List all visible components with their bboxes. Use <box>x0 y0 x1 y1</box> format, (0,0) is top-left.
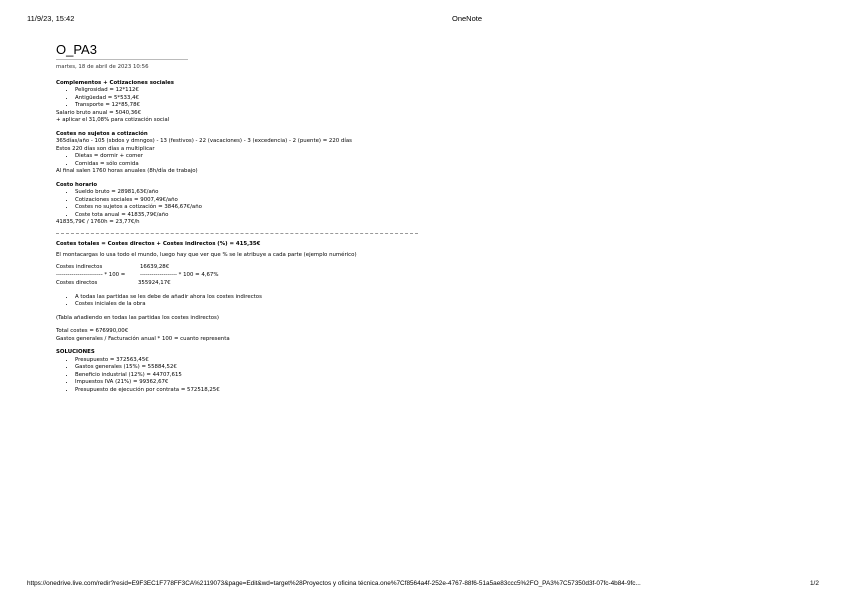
list-complementos <box>56 87 436 110</box>
fraction-denominator-value: 355924,17€ <box>138 279 171 286</box>
fraction-denominator-label: Costes directos <box>56 279 98 286</box>
fraction-block <box>56 264 436 288</box>
section-heading-costo-horario: Costo horario <box>56 181 98 188</box>
text-line: 41835,79€ / 1760h = 23,77€/h <box>56 219 140 225</box>
list-item: • Antigüedad = 5*533,4€ <box>75 95 436 103</box>
fraction-numerator-value: 16639,28€ <box>140 263 170 270</box>
list-item: • Cotizaciones sociales = 9007,49€/año <box>75 197 436 205</box>
note-page <box>56 42 436 394</box>
text-line: 365días/año - 105 (sbdos y dmngos) - 13 (festivos) - 22 (vacaciones) - 3 (excedencia) - 2 (puente) = 220 días <box>56 138 352 144</box>
list-item: • Peligrosidad = 12*112€ <box>75 87 436 95</box>
fraction-line-right: ------------------- * 100 = 4,67% <box>140 271 219 278</box>
section-heading-complementos: Complementos + Cotizaciones sociales <box>56 79 174 86</box>
list-item: • Impuestos IVA (21%) = 99362,67€ <box>75 379 436 387</box>
page-title: O_PA3 <box>56 42 97 57</box>
text-line: Estos 220 días son días a multiplicar <box>56 145 155 152</box>
fraction-numerator-label: Costes indirectos <box>56 263 103 270</box>
list-costo-horario <box>56 189 436 219</box>
list-item: • Transporte = 12*85,78€ <box>75 102 436 110</box>
page-timestamp: martes, 18 de abril de 2023 10:56 <box>56 64 149 70</box>
text-line: + aplicar el 31,08% para cotización social <box>56 117 170 123</box>
list-item: • A todas las partidas se les debe de añadir ahora los costes indirectos <box>75 294 436 302</box>
list-costes <box>56 153 436 168</box>
title-underline <box>56 59 188 60</box>
section-heading-costes-no-sujetos: Costes no sujetos a cotización <box>56 130 148 137</box>
fraction-line-left: ------------------------ * 100 = <box>56 271 126 278</box>
list-item: • Presupuesto de ejecución por contrata = 572518,25€ <box>75 387 436 395</box>
list-soluciones <box>56 357 436 395</box>
divider <box>56 233 418 234</box>
list-item: • Costes no sujetos a cotización = 3846,67€/año <box>75 204 436 212</box>
page-number: 1/2 <box>810 580 819 587</box>
print-url: https://onedrive.live.com/redir?resid=E9F3EC1F778FF3CA%2119073&page=Edit&wd=target%28Proyectos y oficina técnica.one%7Cf8564a4f-252e-4767-88f6-51a5ae83ccc5%2FO_PA3%7C57350d3f-07fc-4b84-9fc... <box>27 580 641 587</box>
list-item: • Sueldo bruto = 28981,63€/año <box>75 189 436 197</box>
section-heading-costes-totales: Costes totales = Costes directos + Costes indirectos (%) = 415,35€ <box>56 240 261 247</box>
list-item: • Presupuesto = 372563,45€ <box>75 357 436 365</box>
text-line: Gastos generales / Facturación anual * 100 = cuanto representa <box>56 335 230 342</box>
text-line: El montacargas lo usa todo el mundo, luego hay que ver que % se le atribuye a cada parte (ejemplo numérico) <box>56 252 357 258</box>
list-item: • Coste tota anual = 41835,79€/año <box>75 212 436 220</box>
text-line: (Tabla añadiendo en todas las partidas los costes indirectos) <box>56 314 219 321</box>
section-heading-soluciones: SOLUCIONES <box>56 349 95 355</box>
list-item: • Beneficio industrial (12%) = 44707,615 <box>75 372 436 380</box>
text-line: Al final salen 1760 horas anuales (8h/día de trabajo) <box>56 168 198 174</box>
app-name: OneNote <box>452 14 483 23</box>
list-costes-indirectos <box>56 294 436 309</box>
list-item: • Gastos generales (15%) = 55884,52€ <box>75 364 436 372</box>
list-item: • Costes iniciales de la obra <box>75 301 436 309</box>
text-line: Total costes = 676990,00€ <box>56 328 129 334</box>
text-line: Salario bruto anual = 5040,36€ <box>56 109 142 116</box>
print-date: 11/9/23, 15:42 <box>27 14 75 23</box>
list-item: • Comidas = sólo comida <box>75 161 436 169</box>
list-item: • Dietas = dormir + comer <box>75 153 436 161</box>
